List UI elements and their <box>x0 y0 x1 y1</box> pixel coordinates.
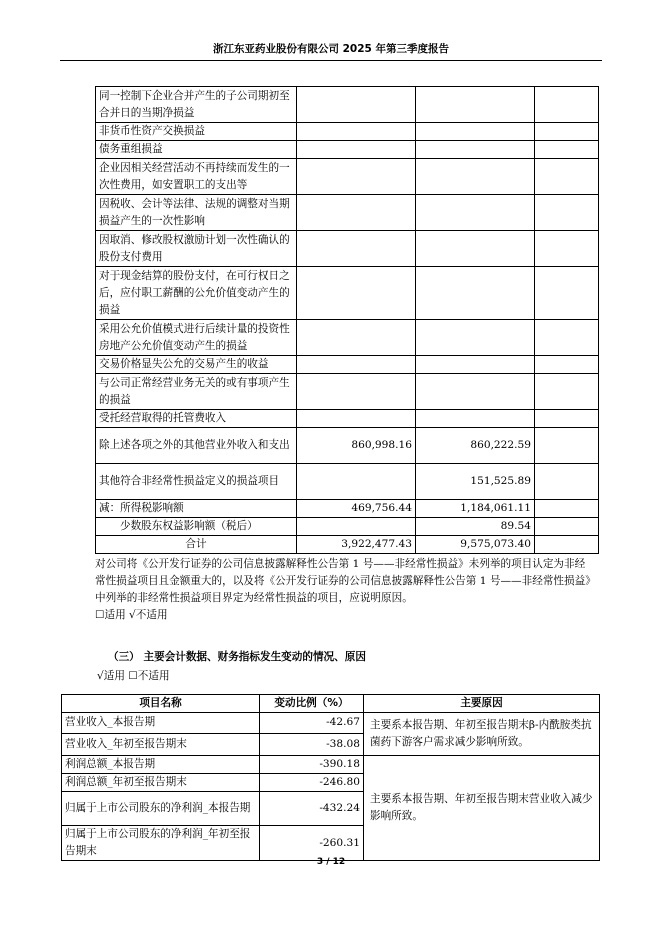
row-value-c2: 151,525.89 <box>416 464 535 500</box>
page-header-title: 浙江东亚药业股份有限公司 2025 年第三季度报告 <box>212 43 450 55</box>
row-value-c2 <box>416 231 535 267</box>
row-value-c2 <box>416 320 535 356</box>
applicability-choice-2: √适用 ☐不适用 <box>97 670 170 682</box>
table-row <box>96 356 599 374</box>
row-value-c3 <box>535 141 599 159</box>
row-value-c3 <box>535 231 599 267</box>
page-number: 3 / 12 <box>316 857 346 867</box>
row-name: 归属于上市公司股东的净利润_年初至报告期末 <box>62 826 260 861</box>
row-name: 归属于上市公司股东的净利润_本报告期 <box>62 792 260 826</box>
row-value-c2 <box>416 87 535 123</box>
row-ratio: -432.24 <box>260 792 364 826</box>
row-value-c2 <box>416 374 535 410</box>
row-label: 受托经营取得的托管费收入 <box>96 410 297 428</box>
row-value-c3 <box>535 500 599 518</box>
row-value-c3 <box>535 267 599 320</box>
row-value-c2 <box>416 267 535 320</box>
row-value-c3 <box>535 320 599 356</box>
row-value-c1 <box>297 320 416 356</box>
table-row <box>96 536 599 554</box>
table-row <box>96 231 599 267</box>
row-label: 对于现金结算的股份支付，在可行权日之后，应付职工薪酬的公允价值变动产生的损益 <box>96 267 297 320</box>
table-row <box>96 141 599 159</box>
row-value-c1 <box>297 141 416 159</box>
row-value-c1 <box>297 123 416 141</box>
row-value-c1: 860,998.16 <box>297 428 416 464</box>
row-label: 合计 <box>96 536 297 554</box>
table-row <box>96 320 599 356</box>
row-value-c1 <box>297 159 416 195</box>
row-value-c2: 860,222.59 <box>416 428 535 464</box>
row-name: 利润总额_年初至报告期末 <box>62 774 260 792</box>
row-value-c1 <box>297 267 416 320</box>
row-value-c2 <box>416 123 535 141</box>
row-value-c3 <box>535 518 599 536</box>
row-value-c1 <box>297 374 416 410</box>
row-label: 减：所得税影响额 <box>96 500 297 518</box>
row-value-c1 <box>297 518 416 536</box>
header-item-name: 项目名称 <box>62 695 260 713</box>
row-label: 少数股东权益影响额（税后） <box>96 518 297 536</box>
row-value-c3 <box>535 428 599 464</box>
table-row <box>96 410 599 428</box>
row-value-c2 <box>416 141 535 159</box>
row-label: 因税收、会计等法律、法规的调整对当期损益产生的一次性影响 <box>96 195 297 231</box>
row-label: 债务重组损益 <box>96 141 297 159</box>
table-row <box>96 374 599 410</box>
row-value-c1 <box>297 195 416 231</box>
row-value-c3 <box>535 464 599 500</box>
row-value-c3 <box>535 123 599 141</box>
table-row <box>96 123 599 141</box>
row-name: 营业收入_本报告期 <box>62 713 260 734</box>
row-ratio: -38.08 <box>260 733 364 755</box>
table-row <box>96 518 599 536</box>
row-ratio: -42.67 <box>260 713 364 734</box>
section-title: （三） 主要会计数据、财务指标发生变动的情况、原因 <box>108 651 366 663</box>
row-value-c2: 1,184,061.11 <box>416 500 535 518</box>
row-value-c2 <box>416 195 535 231</box>
row-value-c3 <box>535 374 599 410</box>
header-change-ratio: 变动比例（%） <box>260 695 364 713</box>
row-label: 交易价格显失公允的交易产生的收益 <box>96 356 297 374</box>
explanation-paragraph: 对公司将《公开发行证券的公司信息披露解释性公告第 1 号——非经常性损益》未列举的项目认定为非经常性损益项目且金额重大的，以及将《公开发行证券的公司信息披露解释性公告第 1 号——非经常性损益》中列举的非经常性损益项目界定为经常性损益的项目，应说明原因。 <box>95 558 591 604</box>
row-value-c3 <box>535 87 599 123</box>
table-row <box>96 500 599 518</box>
row-value-c1 <box>297 87 416 123</box>
row-value-c1: 3,922,477.43 <box>297 536 416 554</box>
row-label: 除上述各项之外的其他营业外收入和支出 <box>96 428 297 464</box>
applicability-choice-1: ☐适用 √不适用 <box>95 609 168 621</box>
table-row <box>96 195 599 231</box>
row-value-c1 <box>297 410 416 428</box>
table-row <box>96 159 599 195</box>
row-label: 其他符合非经常性损益定义的损益项目 <box>96 464 297 500</box>
row-ratio: -260.31 <box>260 826 364 861</box>
reason-cell-1: 主要系本报告期、年初至报告期末β-内酰胺类抗菌药下游客户需求减少影响所致。 <box>364 713 600 756</box>
row-value-c2: 89.54 <box>416 518 535 536</box>
row-label: 非货币性资产交换损益 <box>96 123 297 141</box>
row-label: 同一控制下企业合并产生的子公司期初至合并日的当期净损益 <box>96 87 297 123</box>
row-value-c2: 9,575,073.40 <box>416 536 535 554</box>
header-main-reason: 主要原因 <box>364 695 600 713</box>
reason-cell-2: 主要系本报告期、年初至报告期末营业收入减少影响所致。 <box>364 756 600 861</box>
row-name: 营业收入_年初至报告期末 <box>62 733 260 755</box>
row-value-c1 <box>297 231 416 267</box>
row-name: 利润总额_本报告期 <box>62 756 260 774</box>
non-recurring-gains-table <box>95 86 599 554</box>
row-label: 企业因相关经营活动不再持续而发生的一次性费用，如安置职工的支出等 <box>96 159 297 195</box>
table-row <box>96 464 599 500</box>
row-value-c1: 469,756.44 <box>297 500 416 518</box>
row-ratio: -390.18 <box>260 756 364 774</box>
row-value-c3 <box>535 159 599 195</box>
table-row <box>96 87 599 123</box>
row-value-c3 <box>535 356 599 374</box>
row-value-c3 <box>535 536 599 554</box>
row-value-c2 <box>416 410 535 428</box>
change-reasons-table <box>61 694 600 861</box>
header-divider <box>60 60 602 61</box>
row-ratio: -246.80 <box>260 774 364 792</box>
row-value-c2 <box>416 159 535 195</box>
row-value-c1 <box>297 356 416 374</box>
row-label: 与公司正常经营业务无关的或有事项产生的损益 <box>96 374 297 410</box>
table-row <box>96 267 599 320</box>
table-row <box>96 428 599 464</box>
row-value-c3 <box>535 410 599 428</box>
row-label: 采用公允价值模式进行后续计量的投资性房地产公允价值变动产生的损益 <box>96 320 297 356</box>
row-value-c3 <box>535 195 599 231</box>
row-label: 因取消、修改股权激励计划一次性确认的股份支付费用 <box>96 231 297 267</box>
row-value-c2 <box>416 356 535 374</box>
row-value-c1 <box>297 464 416 500</box>
